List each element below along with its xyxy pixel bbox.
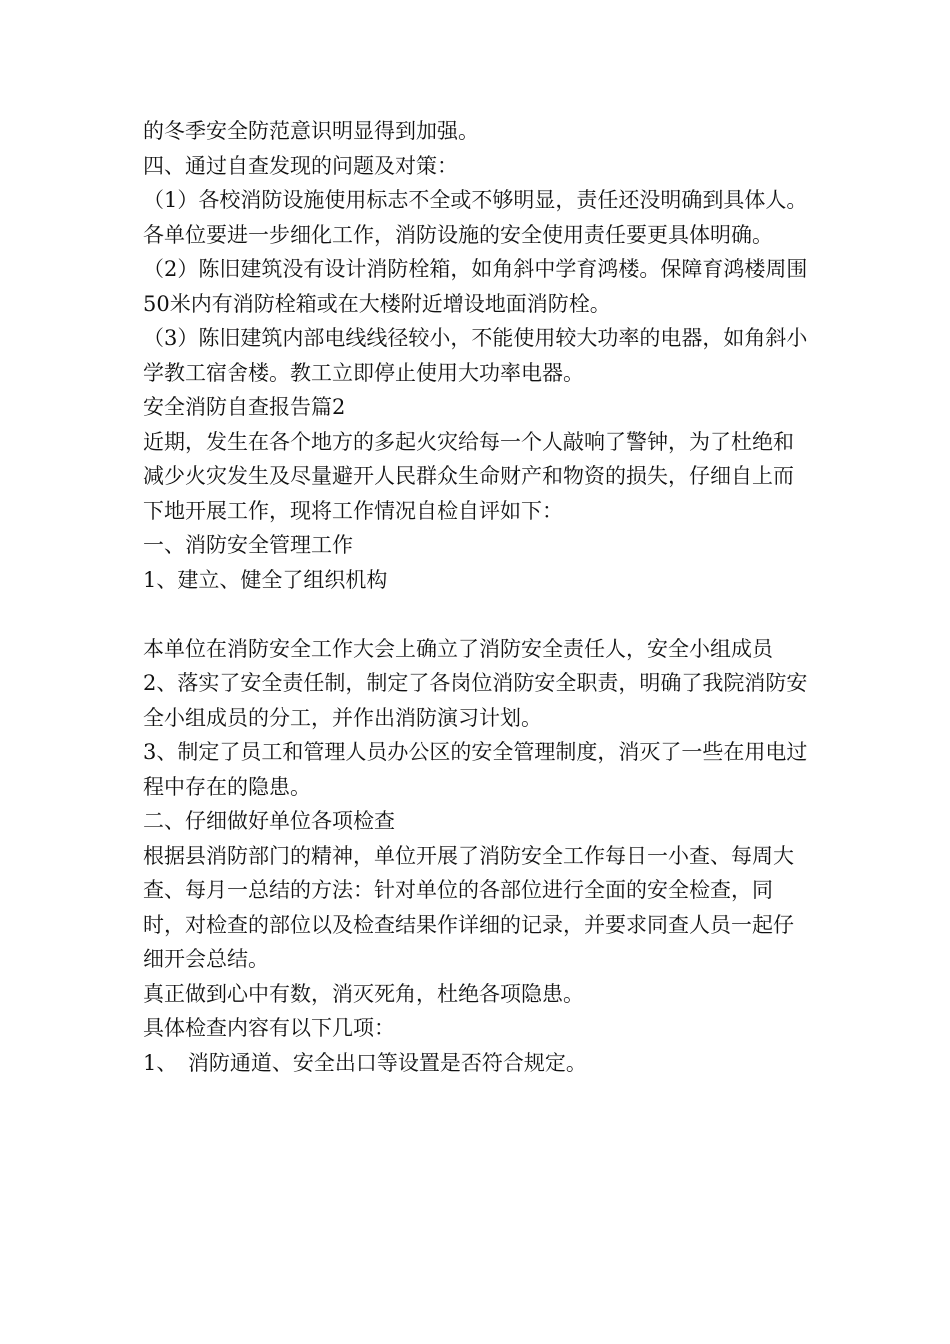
heading-management-work: 一、消防安全管理工作 bbox=[143, 533, 353, 557]
paragraph-inspection-items: 具体检查内容有以下几项： bbox=[143, 1016, 395, 1040]
heading-section-four: 四、通过自查发现的问题及对策： bbox=[143, 153, 458, 178]
paragraph-recent-fires: 近期，发生在各个地方的多起火灾给每一个人敲响了警钟，为了杜绝和减少火灾发生及尽量避开人民群众生命财产和物资的损失，仔细自上而下地开展工作，现将工作情况自检自评如下： bbox=[143, 429, 794, 523]
paragraph-responsibility-system: 2、落实了安全责任制，制定了各岗位消防安全职责，明确了我院消防安全小组成员的分工，并作出消防演习计划。 bbox=[143, 671, 808, 730]
heading-inspections: 二、仔细做好单位各项检查 bbox=[143, 809, 395, 833]
paragraph-responsible-person: 本单位在消防安全工作大会上确立了消防安全责任人，安全小组成员 bbox=[143, 636, 773, 661]
paragraph-management-rules: 3、制定了员工和管理人员办公区的安全管理制度，消灭了一些在用电过程中存在的隐患。 bbox=[143, 740, 808, 799]
paragraph-item-3: （3）陈旧建筑内部电线线径较小，不能使用较大功率的电器，如角斜小学教工宿舍楼。教工立即停止使用大功率电器。 bbox=[143, 326, 808, 385]
document-body bbox=[143, 114, 813, 1080]
paragraph-eliminate-hazards: 真正做到心中有数，消灭死角，杜绝各项隐患。 bbox=[143, 981, 584, 1006]
paragraph-inspection-method: 根据县消防部门的精神，单位开展了消防安全工作每日一小查、每周大查、每月一总结的方法：针对单位的各部位进行全面的安全检查，同时，对检查的部位以及检查结果作详细的记录，并要求同查人员一起仔细开会总结。 bbox=[143, 843, 794, 971]
paragraph-intro-end: 的冬季安全防范意识明显得到加强。 bbox=[143, 119, 479, 143]
list-item-fire-exits: 1、 消防通道、安全出口等设置是否符合规定。 bbox=[143, 1050, 587, 1075]
paragraph-item-1: （1）各校消防设施使用标志不全或不够明显，责任还没明确到具体人。各单位要进一步细化工作，消防设施的安全使用责任要更具体明确。 bbox=[143, 188, 808, 247]
paragraph-item-2: （2）陈旧建筑没有设计消防栓箱，如角斜中学育鸿楼。保障育鸿楼周围50米内有消防栓箱或在大楼附近增设地面消防栓。 bbox=[143, 257, 808, 316]
heading-report-2: 安全消防自查报告篇2 bbox=[143, 395, 346, 419]
paragraph-organization: 1、建立、健全了组织机构 bbox=[143, 567, 388, 592]
blank-line bbox=[143, 597, 813, 632]
